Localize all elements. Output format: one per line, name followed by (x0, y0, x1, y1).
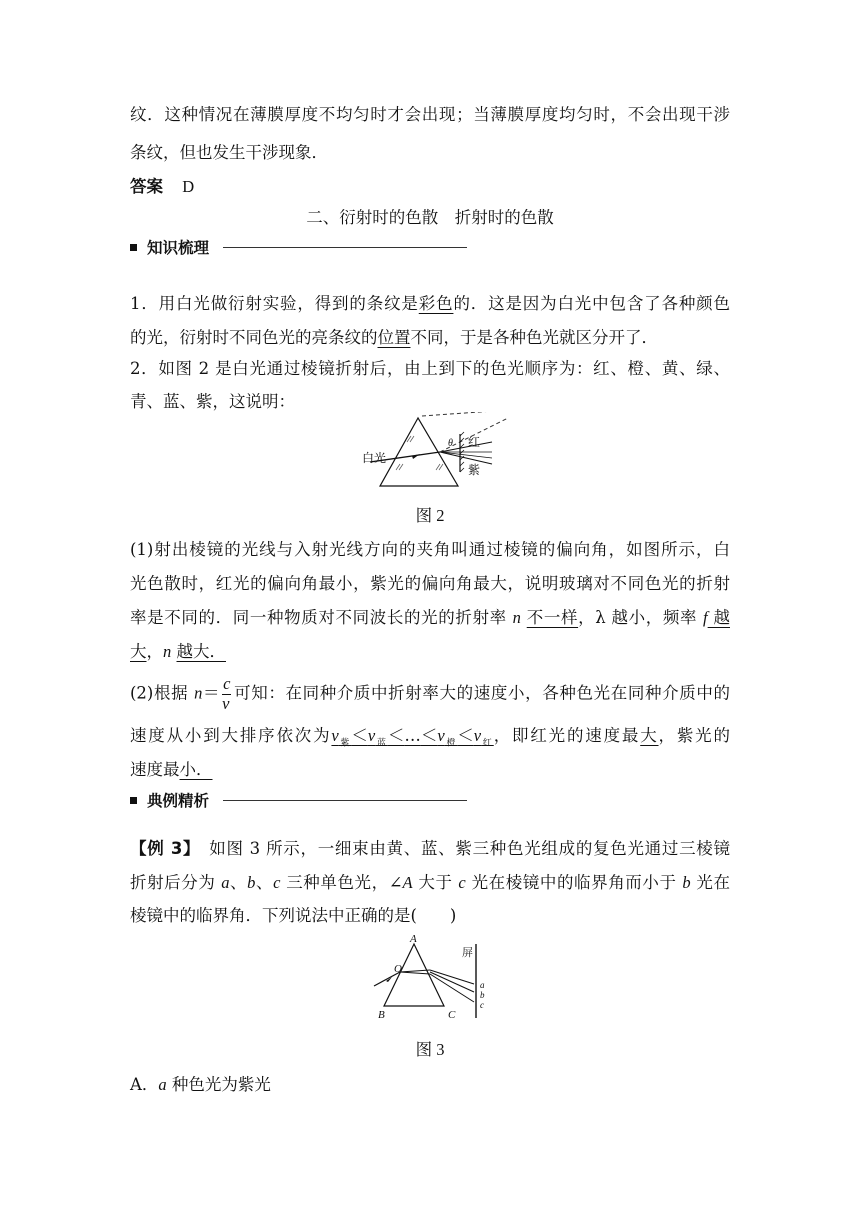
ray-c-label: c (480, 1000, 484, 1010)
option-a: A．a 种色光为紫光 (130, 1075, 271, 1094)
text: 如图 3 所示，一细束由黄、蓝、紫三种色光组成的复色光通过三棱镜 (209, 839, 731, 858)
square-bullet-icon (130, 244, 137, 251)
blank-answer: 大 (130, 642, 147, 661)
white-light-label: 白光 (362, 451, 387, 465)
vertex-B-label: B (378, 1009, 385, 1021)
vertex-A-label: A (410, 933, 417, 945)
prism-figure-3 (370, 932, 500, 1024)
header-rule (223, 247, 467, 248)
symbol-n: n (163, 642, 172, 661)
answer (130, 173, 194, 197)
example-line: 折射后分为 a、b、c 三种单色光，∠A 大于 c 光在棱镜中的临界角而小于 b 光在 (130, 873, 731, 892)
vertex-C-label: C (448, 1009, 456, 1021)
point-O-label: O (394, 963, 402, 975)
text: 的．这是因为白光中包含了各种颜色 (453, 294, 731, 313)
ray-a-label: a (480, 980, 485, 990)
text: 不同，于是各种色光就区分开了． (410, 328, 658, 347)
ray-b-label: b (480, 990, 485, 1000)
paragraph-line: 光色散时，红光的偏向角最小，紫光的偏向角最大，说明玻璃对不同色光的折射 (130, 574, 730, 593)
paragraph-line: 青、蓝、紫，这说明： (130, 392, 295, 411)
answer-value: D (182, 177, 195, 196)
paragraph-line: (1)射出棱镜的光线与入射光线方向的夹角叫通过棱镜的偏向角，如图所示，白 (130, 540, 730, 559)
symbol-n: n (194, 683, 203, 703)
violet-label: 紫 (468, 463, 481, 477)
text: ， (146, 642, 163, 661)
paragraph-line (130, 604, 730, 628)
text: 率是不同的．同一种物质对不同波长的光的折射率 (130, 608, 513, 627)
header-label: 典例精析 (147, 792, 210, 810)
paragraph-line (130, 722, 730, 748)
blank-answer: 不一样 (526, 608, 579, 627)
speed-order: $v_紫<v_蓝<\dots<v_橙<v_红$ (331, 726, 494, 749)
text: (2)根据 (130, 683, 189, 703)
fraction-c-over-v (222, 676, 231, 712)
blank-answer: 越大． (176, 642, 226, 661)
blank-answer: 越 (707, 608, 730, 627)
symbol-f: f (703, 608, 708, 627)
text: 的光，衍射时不同色光的亮条纹的 (130, 328, 378, 347)
blank-answer: 位置 (377, 328, 411, 347)
section-header-knowledge (130, 236, 467, 258)
paragraph-line (130, 676, 730, 712)
text: ，紫光的 (658, 726, 730, 745)
text: 速度从小到大排序依次为 (130, 726, 332, 745)
paragraph-line (130, 324, 658, 348)
header-rule (223, 800, 467, 801)
blank-answer: 小． (179, 760, 213, 779)
denominator: v (222, 693, 230, 713)
text: 可知：在同种介质中折射率大的速度小，各种色光在同种介质中的 (233, 683, 731, 703)
example-label: 【例 3】 (130, 839, 193, 858)
red-label: 红 (468, 435, 481, 449)
numerator: c (223, 674, 231, 693)
text: ，λ 越小，频率 (578, 608, 704, 627)
blank-answer: 大 (640, 726, 659, 745)
text: 速度最 (130, 760, 180, 779)
theta-label: θ (448, 438, 453, 449)
figure-caption: 图 3 (415, 1040, 445, 1059)
paragraph-line (130, 638, 226, 662)
paragraph-line (130, 290, 730, 314)
prism-figure-2 (360, 412, 510, 494)
text: 1．用白光做衍射实验，得到的条纹是 (130, 294, 419, 313)
figure-caption: 图 2 (415, 506, 445, 525)
header-label: 知识梳理 (147, 239, 210, 257)
equals: ＝ (202, 683, 221, 703)
screen-label: 屏 (462, 946, 473, 959)
example-line (130, 835, 730, 859)
example-line: 棱镜中的临界角．下列说法中正确的是( ) (130, 906, 457, 925)
section-title: 二、衍射时的色散 折射时的色散 (306, 208, 554, 227)
blank-answer: 彩色 (418, 294, 454, 313)
section-header-examples (130, 789, 467, 811)
text: ，即红光的速度最 (493, 726, 641, 745)
paragraph-line: 纹．这种情况在薄膜厚度不均匀时才会出现；当薄膜厚度均匀时，不会出现干涉 (130, 105, 730, 124)
paragraph-line (130, 756, 213, 780)
square-bullet-icon (130, 797, 137, 804)
symbol-n: n (512, 608, 521, 627)
answer-label: 答案 (130, 177, 163, 196)
paragraph-line: 2．如图 2 是白光通过棱镜折射后，由上到下的色光顺序为：红、橙、黄、绿、 (130, 359, 730, 378)
paragraph-line: 条纹，但也发生干涉现象． (130, 143, 328, 162)
